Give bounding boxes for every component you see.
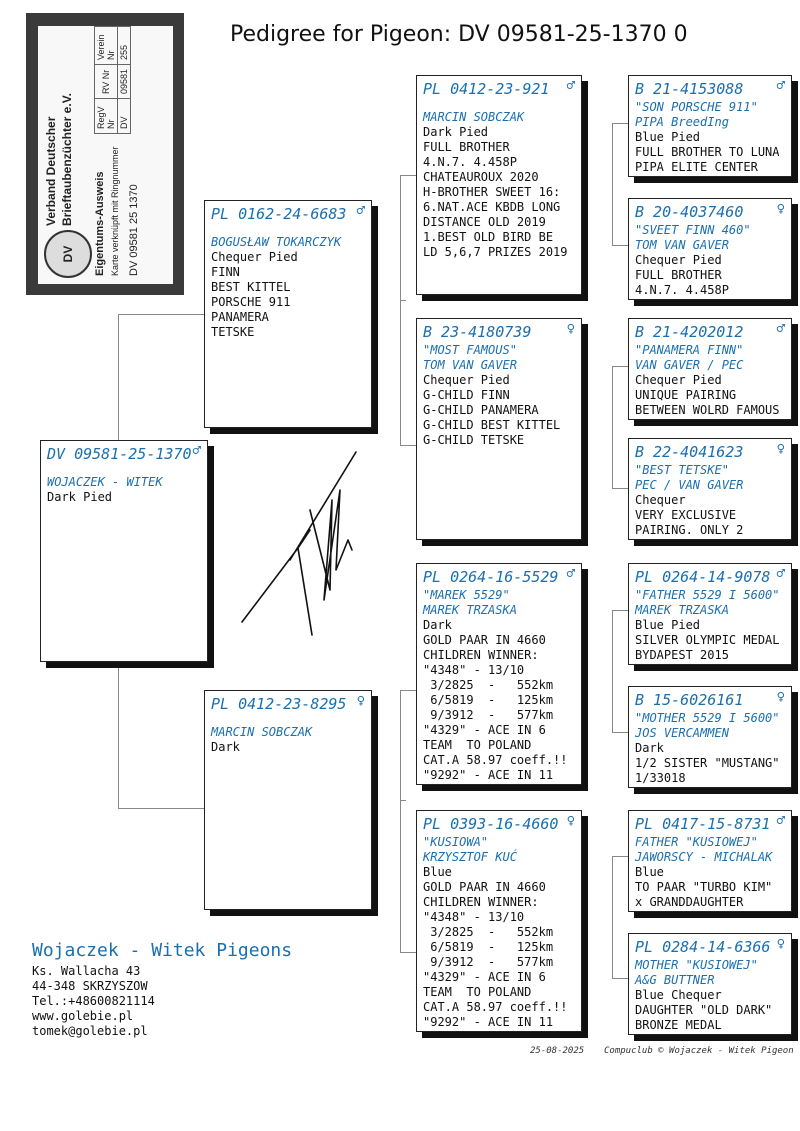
male-icon: ♂: [356, 203, 365, 219]
pigeon-info: FULL BROTHER: [423, 140, 510, 154]
male-icon: ♂: [776, 813, 785, 829]
pigeon-info: TO PAAR "TURBO KIM": [635, 880, 773, 894]
connector-line: [612, 856, 613, 978]
pigeon-info: Blue Chequer: [635, 988, 722, 1002]
card-title: Eigentums-Ausweis: [94, 171, 106, 276]
ring-number: PL 0264-16-5529 ♂: [423, 566, 575, 586]
connector-line: [612, 366, 613, 488]
pigeon-info: 4.N.7. 4.458P: [423, 155, 517, 169]
card-subtitle: Karte verknüpft mit Ringnummer: [110, 146, 120, 276]
pedigree-box-sire[interactable]: [204, 200, 372, 428]
ring-number: B 21-4202012 ♂: [635, 321, 785, 341]
connector-line: [612, 123, 613, 245]
female-icon: ♀: [356, 693, 365, 709]
pigeon-name: MARCIN SOBCZAK: [211, 725, 313, 739]
ring-number: PL 0284-14-6366 ♀: [635, 936, 785, 956]
pedigree-box-dds[interactable]: [628, 810, 792, 912]
ring-number: DV 09581-25-1370 ♂: [47, 443, 201, 463]
pigeon-name: FATHER "KUSIOWEJ": [635, 835, 758, 849]
female-icon: ♀: [566, 321, 575, 337]
connector-line: [612, 856, 628, 857]
pigeon-info: 3/2825 - 552km: [423, 925, 554, 939]
connector-line: [400, 800, 406, 801]
pigeon-info: 9/3912 - 577km: [423, 708, 554, 722]
pigeon-info: "4329" - ACE IN 6: [423, 970, 546, 984]
ring-number: PL 0412-23-8295 ♀: [211, 693, 365, 713]
pigeon-breeder: TOM VAN GAVER: [423, 358, 517, 372]
breeder-name: Wojaczek - Witek Pigeons: [32, 940, 293, 961]
pigeon-info: CAT.A 58.97 coeff.!!: [423, 753, 568, 767]
ring-number: B 22-4041623 ♀: [635, 441, 785, 461]
pedigree-box-dam[interactable]: [204, 690, 372, 910]
pigeon-info: PORSCHE 911: [211, 295, 291, 309]
card-value-rv: 09581: [118, 65, 131, 99]
card-header-rv: RV Nr: [95, 65, 118, 99]
pigeon-name: BOGUSŁAW TOKARCZYK: [211, 235, 342, 249]
pigeon-info: Chequer Pied: [211, 250, 298, 264]
connector-line: [612, 366, 628, 367]
card-org-line1: Verband Deutscher: [44, 116, 58, 226]
pedigree-box-sdd[interactable]: [628, 438, 792, 540]
pedigree-box-sss[interactable]: [628, 75, 792, 177]
pigeon-info: Dark: [635, 741, 664, 755]
connector-line: [400, 300, 406, 301]
card-org-line2: Brieftaubenzüchter e.V.: [60, 93, 74, 226]
pigeon-info: 3/2825 - 552km: [423, 678, 554, 692]
connector-line: [400, 952, 416, 953]
connector-line: [400, 175, 416, 176]
connector-line: [612, 610, 628, 611]
pigeon-info: DISTANCE OLD 2019: [423, 215, 546, 229]
breeder-phone: Tel.:+48600821114: [32, 994, 155, 1008]
pigeon-info: PANAMERA: [211, 310, 269, 324]
pigeon-info: Chequer Pied: [635, 253, 722, 267]
pigeon-name: "MOST FAMOUS": [423, 343, 517, 357]
male-icon: ♂: [776, 566, 785, 582]
pigeon-info: x GRANDDAUGHTER: [635, 895, 744, 909]
pedigree-box-dss[interactable]: [628, 563, 792, 665]
pigeon-info: Chequer Pied: [635, 373, 722, 387]
pigeon-info: Dark: [423, 618, 452, 632]
pigeon-info: BRONZE MEDAL: [635, 1018, 722, 1032]
pigeon-info: G-CHILD PANAMERA: [423, 403, 539, 417]
pigeon-name: WOJACZEK - WITEK: [47, 475, 163, 489]
pigeon-info: 4.N.7. 4.458P: [635, 283, 729, 297]
pigeon-breeder: JOS VERCAMMEN: [635, 726, 729, 740]
pigeon-name: "SON PORSCHE 911": [635, 100, 758, 114]
pigeon-info: Chequer: [635, 493, 686, 507]
pigeon-info: "4348" - 13/10: [423, 910, 525, 924]
pigeon-name: "MAREK 5529": [423, 588, 510, 602]
pigeon-info: CHILDREN WINNER:: [423, 895, 539, 909]
pigeon-info: Chequer Pied: [423, 373, 510, 387]
pigeon-breeder: PIPA BreedIng: [635, 115, 729, 129]
pigeon-name: "SVEET FINN 460": [635, 223, 751, 237]
pigeon-info: 1/33018: [635, 771, 686, 785]
male-icon: ♂: [566, 78, 575, 94]
pedigree-box-dam-sire[interactable]: [416, 563, 582, 785]
card-header-verein: Verein Nr: [95, 27, 118, 65]
card-table: [94, 26, 131, 134]
pigeon-info: CHATEAUROUX 2020: [423, 170, 539, 184]
pigeon-info: SILVER OLYMPIC MEDAL: [635, 633, 780, 647]
connector-line: [612, 245, 628, 246]
ownership-card: [26, 13, 184, 295]
pigeon-info: BYDAPEST 2015: [635, 648, 729, 662]
pigeon-name: MOTHER "KUSIOWEJ": [635, 958, 758, 972]
dv-logo-icon: DV: [44, 230, 92, 278]
connector-line: [612, 732, 628, 733]
pigeon-info: UNIQUE PAIRING: [635, 388, 737, 402]
ring-number: B 23-4180739 ♀: [423, 321, 575, 341]
pigeon-name: "PANAMERA FINN": [635, 343, 744, 357]
connector-line: [612, 123, 628, 124]
pigeon-info: TETSKE: [211, 325, 255, 339]
ring-number: PL 0264-14-9078 ♂: [635, 566, 785, 586]
connector-line: [400, 690, 416, 691]
pigeon-info: "4329" - ACE IN 6: [423, 723, 546, 737]
connector-line: [612, 978, 628, 979]
pigeon-name: "BEST TETSKE": [635, 463, 729, 477]
pigeon-breeder: TOM VAN GAVER: [635, 238, 729, 252]
connector-line: [612, 610, 613, 732]
pigeon-name: MARCIN SOBCZAK: [423, 110, 525, 124]
card-value-regv: DV: [118, 99, 131, 134]
pigeon-info: GOLD PAAR IN 4660: [423, 633, 546, 647]
pedigree-box-ssd[interactable]: [628, 198, 792, 300]
connector-line: [400, 690, 401, 952]
connector-line: [118, 808, 206, 809]
pigeon-breeder: PEC / VAN GAVER: [635, 478, 744, 492]
signature-icon: [240, 450, 360, 640]
pigeon-info: PIPA ELITE CENTER: [635, 160, 758, 174]
pigeon-info: H-BROTHER SWEET 16:: [423, 185, 561, 199]
pigeon-info: BETWEEN WOLRD FAMOUS: [635, 403, 780, 417]
connector-line: [400, 445, 416, 446]
pigeon-info: G-CHILD TETSKE: [423, 433, 525, 447]
pigeon-info: Dark: [211, 740, 240, 754]
pigeon-info: 1.BEST OLD BIRD BE: [423, 230, 554, 244]
footer-date: 25-08-2025: [530, 1046, 585, 1056]
pigeon-breeder: KRZYSZTOF KUĆ: [423, 850, 517, 864]
card-ring-number: DV 09581 25 1370: [128, 184, 140, 276]
pigeon-breeder: JAWORSCY - MICHALAK: [635, 850, 773, 864]
pigeon-info: FULL BROTHER: [635, 268, 722, 282]
pigeon-info: Blue Pied: [635, 618, 701, 632]
female-icon: ♀: [566, 813, 575, 829]
breeder-website-link[interactable]: www.golebie.pl: [32, 1009, 134, 1023]
pigeon-info: 1/2 SISTER "MUSTANG": [635, 756, 780, 770]
pigeon-info: Blue: [423, 865, 452, 879]
connector-line: [400, 175, 401, 445]
pigeon-breeder: A&G BUTTNER: [635, 973, 715, 987]
ring-number: PL 0162-24-6683 ♂: [211, 203, 365, 223]
footer-copyright: Compuclub © Wojaczek - Witek Pigeon: [604, 1046, 794, 1056]
pigeon-info: Dark Pied: [423, 125, 489, 139]
pigeon-info: "4348" - 13/10: [423, 663, 525, 677]
pigeon-breeder: VAN GAVER / PEC: [635, 358, 744, 372]
connector-line: [118, 662, 119, 808]
pigeon-name: "FATHER 5529 I 5600": [635, 588, 780, 602]
pedigree-box-sire-sire[interactable]: [416, 75, 582, 295]
pedigree-box-dam-dam[interactable]: [416, 810, 582, 1032]
pedigree-box-dsd[interactable]: [628, 686, 792, 788]
pigeon-info: 6/5819 - 125km: [423, 940, 554, 954]
pigeon-info: Blue Pied: [635, 130, 701, 144]
ring-number: PL 0412-23-921 ♂: [423, 78, 575, 98]
connector-line: [612, 488, 628, 489]
pedigree-box-subject[interactable]: [40, 440, 208, 662]
pigeon-name: "KUSIOWA": [423, 835, 489, 849]
pigeon-info: DAUGHTER "OLD DARK": [635, 1003, 773, 1017]
female-icon: ♀: [776, 936, 785, 952]
breeder-address: Ks. Wallacha 43: [32, 964, 141, 978]
female-icon: ♀: [776, 441, 785, 457]
pigeon-info: PAIRING. ONLY 2: [635, 523, 744, 537]
ring-number: PL 0417-15-8731 ♂: [635, 813, 785, 833]
pigeon-breeder: MAREK TRZASKA: [635, 603, 729, 617]
pigeon-info: 6/5819 - 125km: [423, 693, 554, 707]
pedigree-box-sire-dam[interactable]: [416, 318, 582, 540]
pigeon-breeder: MAREK TRZASKA: [423, 603, 517, 617]
pigeon-info: GOLD PAAR IN 4660: [423, 880, 546, 894]
pigeon-info: CAT.A 58.97 coeff.!!: [423, 1000, 568, 1014]
pigeon-info: G-CHILD BEST KITTEL: [423, 418, 561, 432]
pigeon-info: "9292" - ACE IN 11: [423, 1015, 554, 1029]
page-title: Pedigree for Pigeon: DV 09581-25-1370 0: [230, 22, 688, 47]
pigeon-info: FINN: [211, 265, 240, 279]
pigeon-info: Blue: [635, 865, 664, 879]
pigeon-info: Dark Pied: [47, 490, 113, 504]
connector-line: [118, 314, 206, 315]
male-icon: ♂: [192, 443, 201, 459]
pigeon-info: FULL BROTHER TO LUNA: [635, 145, 780, 159]
ring-number: B 15-6026161 ♀: [635, 689, 785, 709]
connector-line: [118, 314, 119, 440]
pigeon-info: 9/3912 - 577km: [423, 955, 554, 969]
pigeon-info: G-CHILD FINN: [423, 388, 510, 402]
pigeon-info: CHILDREN WINNER:: [423, 648, 539, 662]
pigeon-info: TEAM TO POLAND: [423, 985, 532, 999]
female-icon: ♀: [776, 201, 785, 217]
male-icon: ♂: [566, 566, 575, 582]
female-icon: ♀: [776, 689, 785, 705]
pigeon-name: "MOTHER 5529 I 5600": [635, 711, 780, 725]
breeder-email-link[interactable]: tomek@golebie.pl: [32, 1024, 148, 1038]
ring-number: PL 0393-16-4660 ♀: [423, 813, 575, 833]
card-value-verein: 255: [118, 27, 131, 65]
card-header-regv: RegV Nr: [95, 99, 118, 134]
pedigree-box-ddd[interactable]: [628, 933, 792, 1035]
pigeon-info: 6.NAT.ACE KBDB LONG: [423, 200, 561, 214]
ring-number: B 21-4153088 ♂: [635, 78, 785, 98]
pedigree-box-sds[interactable]: [628, 318, 792, 420]
pigeon-info: LD 5,6,7 PRIZES 2019: [423, 245, 568, 259]
breeder-city: 44-348 SKRZYSZOW: [32, 979, 148, 993]
male-icon: ♂: [776, 78, 785, 94]
pigeon-info: VERY EXCLUSIVE: [635, 508, 737, 522]
male-icon: ♂: [776, 321, 785, 337]
pigeon-info: BEST KITTEL: [211, 280, 291, 294]
pigeon-info: TEAM TO POLAND: [423, 738, 532, 752]
pigeon-info: "9292" - ACE IN 11: [423, 768, 554, 782]
ring-number: B 20-4037460 ♀: [635, 201, 785, 221]
